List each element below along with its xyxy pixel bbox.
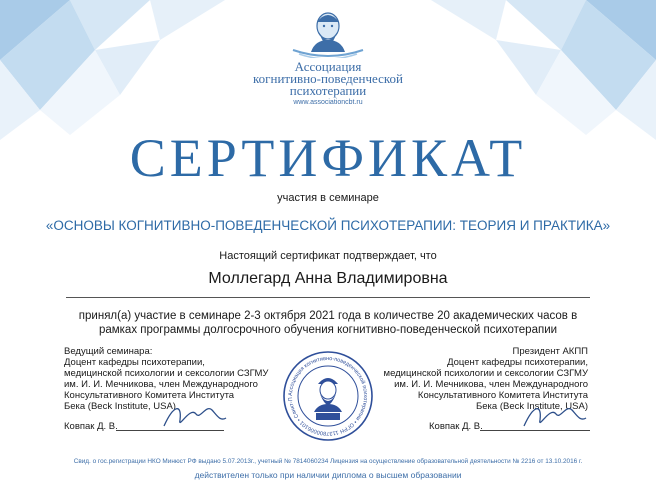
left-sig-line: им. И. И. Мечникова, член Международного — [64, 379, 258, 390]
org-name-line3: психотерапии — [289, 83, 367, 98]
footer-validity-note: действителен только при наличии диплома о высшем образовании — [194, 470, 462, 480]
org-name-line2: когнитивно-поведенческой — [253, 71, 403, 86]
left-sig-line: Бека (Beck Institute, USA) — [64, 401, 176, 412]
body-text-line1: принял(а) участие в семинаре 2-3 октября 2021 года в количестве 20 академических часов в — [78, 310, 578, 322]
org-name-line1: Ассоциация — [294, 59, 362, 74]
confirm-text: Настоящий сертификат подтверждает, что — [219, 250, 437, 262]
certificate-subtitle: участия в семинаре — [277, 192, 379, 204]
right-handwritten-signature — [520, 400, 590, 432]
name-divider — [66, 297, 590, 298]
left-signatory-name: Ковпак Д. В. — [64, 421, 118, 432]
left-handwritten-signature — [160, 400, 230, 432]
round-seal-stamp — [282, 350, 374, 442]
right-signatory-name: Ковпак Д. В. — [429, 421, 483, 432]
seminar-title: «ОСНОВЫ КОГНИТИВНО-ПОВЕДЕНЧЕСКОЙ ПСИХОТЕРАПИИ: ТЕОРИЯ И ПРАКТИКА» — [45, 218, 611, 233]
left-sig-line: Ведущий семинара: — [64, 346, 153, 357]
recipient-name: Моллегард Анна Владимировна — [208, 270, 448, 287]
right-sig-line: Доцент кафедры психотерапии, — [447, 357, 588, 368]
footer-registration: Свид. о гос.регистрации НКО Минюст РФ выдано 5.07.2013г., учетный № 7814060234 Лицензия на осуществление образовательной деятельности № 2216 от 13.10.2016 г. — [73, 458, 583, 465]
portrait-logo-icon — [283, 4, 373, 58]
right-sig-line: им. И. И. Мечникова, член Международного — [394, 379, 588, 390]
right-sig-line: Президент АКПП — [512, 346, 588, 357]
body-text-line2: рамках программы долгосрочного обучения когнитивно-поведенческой психотерапии — [98, 324, 558, 336]
right-sig-line: Бека (Beck Institute, USA) — [476, 401, 588, 412]
left-sig-line: Доцент кафедры психотерапии, — [64, 357, 205, 368]
right-sig-line: Консультативного Комитета Института — [417, 390, 588, 401]
left-sig-line: Консультативного Комитета Института — [64, 390, 235, 401]
left-sig-line: медицинской психологии и сексологии СЗГМУ — [64, 368, 269, 379]
org-url-link[interactable]: www.associationcbt.ru — [293, 99, 363, 106]
certificate-title: СЕРТИФИКАТ — [129, 128, 527, 188]
right-sig-line: медицинской психологии и сексологии СЗГМУ — [383, 368, 588, 379]
svg-text:Ассоциация когнитивно-поведенч: Ассоциация когнитивно-поведенческой психотерапии • ОГРН 1137800006101 • Санкт-П — [287, 355, 369, 437]
